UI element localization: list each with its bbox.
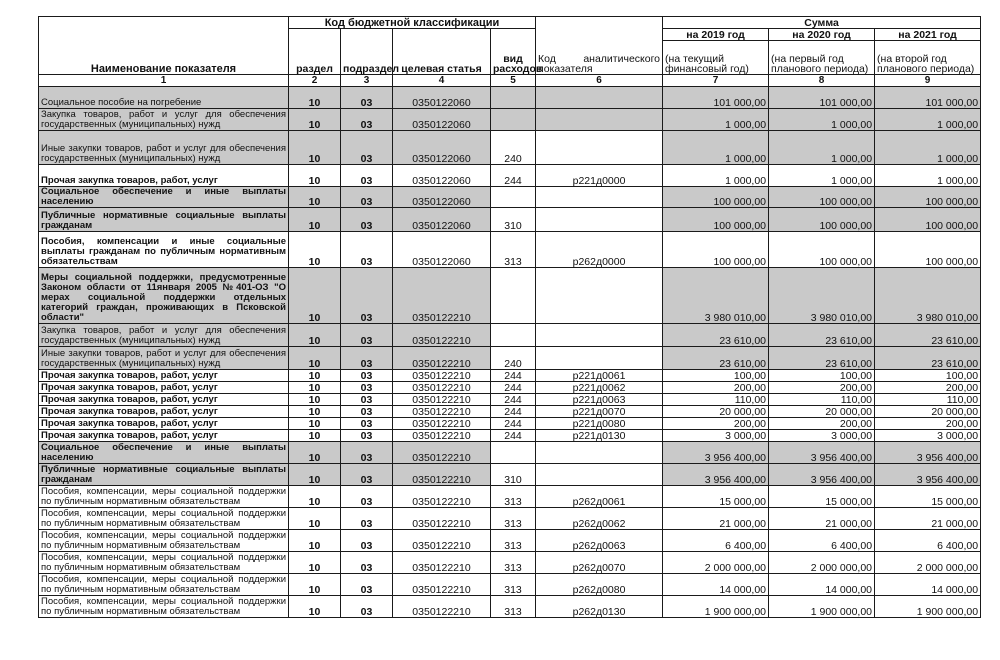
- row-analytic-code: [536, 109, 663, 131]
- row-sum-2020: 100 000,00: [769, 232, 875, 268]
- row-name: Пособия, компенсации, меры социальной поддержки по публичным нормативным обязательствам: [39, 508, 289, 530]
- row-target: 0350122210: [393, 268, 491, 324]
- row-sum-2019: 3 956 400,00: [663, 442, 769, 464]
- row-analytic-code: р221д0061: [536, 370, 663, 382]
- row-name: Социальное обеспечение и иные выплаты населению: [39, 187, 289, 208]
- table-body: [39, 87, 981, 618]
- header-subsection: подраздел: [341, 29, 393, 75]
- row-sum-2019: 100 000,00: [663, 187, 769, 208]
- row-section: 10: [289, 574, 341, 596]
- row-sum-2021: 15 000,00: [875, 486, 981, 508]
- row-sum-2020: 1 000,00: [769, 131, 875, 165]
- row-name: Иные закупки товаров, работ и услуг для обеспечения государственных (муниципальных) нужд: [39, 131, 289, 165]
- row-name: Прочая закупка товаров, работ, услуг: [39, 430, 289, 442]
- row-sum-2019: 110,00: [663, 394, 769, 406]
- row-section: 10: [289, 268, 341, 324]
- row-sum-2020: 100,00: [769, 370, 875, 382]
- row-expense-type: [491, 268, 536, 324]
- row-sum-2019: 1 000,00: [663, 109, 769, 131]
- row-sum-2019: 23 610,00: [663, 324, 769, 347]
- row-sum-2021: 1 000,00: [875, 109, 981, 131]
- row-section: 10: [289, 552, 341, 574]
- row-analytic-code: р262д0062: [536, 508, 663, 530]
- row-section: 10: [289, 187, 341, 208]
- table-row: [39, 208, 981, 232]
- row-subsection: 03: [341, 324, 393, 347]
- row-sum-2020: 15 000,00: [769, 486, 875, 508]
- row-subsection: 03: [341, 574, 393, 596]
- row-sum-2020: 2 000 000,00: [769, 552, 875, 574]
- row-sum-2020: 6 400,00: [769, 530, 875, 552]
- row-subsection: 03: [341, 208, 393, 232]
- row-sum-2021: 1 000,00: [875, 131, 981, 165]
- header-sum: Сумма: [663, 17, 981, 29]
- row-name: Публичные нормативные социальные выплаты гражданам: [39, 208, 289, 232]
- row-subsection: 03: [341, 394, 393, 406]
- table-row: [39, 486, 981, 508]
- row-section: 10: [289, 131, 341, 165]
- header-expense: вид расходов: [491, 29, 536, 75]
- row-sum-2020: 3 000,00: [769, 430, 875, 442]
- table-row: [39, 232, 981, 268]
- row-name: Прочая закупка товаров, работ, услуг: [39, 406, 289, 418]
- row-sum-2021: 200,00: [875, 418, 981, 430]
- row-subsection: 03: [341, 464, 393, 486]
- row-sum-2019: 100,00: [663, 370, 769, 382]
- row-sum-2021: 110,00: [875, 394, 981, 406]
- table-row: [39, 394, 981, 406]
- row-target: 0350122210: [393, 394, 491, 406]
- table-row: [39, 109, 981, 131]
- table-row: [39, 131, 981, 165]
- row-name: Иные закупки товаров, работ и услуг для обеспечения государственных (муниципальных) нужд: [39, 347, 289, 370]
- row-sum-2021: 20 000,00: [875, 406, 981, 418]
- row-section: 10: [289, 109, 341, 131]
- row-sum-2021: 3 956 400,00: [875, 442, 981, 464]
- row-subsection: 03: [341, 131, 393, 165]
- row-target: 0350122210: [393, 552, 491, 574]
- row-analytic-code: [536, 442, 663, 464]
- row-sum-2020: 23 610,00: [769, 324, 875, 347]
- table-row: [39, 430, 981, 442]
- row-analytic-code: р221д0070: [536, 406, 663, 418]
- row-sum-2021: 23 610,00: [875, 347, 981, 370]
- row-subsection: 03: [341, 370, 393, 382]
- table-row: [39, 187, 981, 208]
- row-sum-2021: 200,00: [875, 382, 981, 394]
- row-expense-type: 244: [491, 430, 536, 442]
- row-sum-2020: 1 900 000,00: [769, 596, 875, 618]
- row-expense-type: [491, 87, 536, 109]
- row-sum-2019: 6 400,00: [663, 530, 769, 552]
- row-sum-2019: 3 980 010,00: [663, 268, 769, 324]
- row-sum-2020: 3 956 400,00: [769, 464, 875, 486]
- row-sum-2020: 20 000,00: [769, 406, 875, 418]
- row-subsection: 03: [341, 87, 393, 109]
- row-section: 10: [289, 394, 341, 406]
- row-sum-2021: 101 000,00: [875, 87, 981, 109]
- row-sum-2019: 101 000,00: [663, 87, 769, 109]
- header-year-3-desc: (на второй год планового периода): [875, 41, 981, 75]
- row-section: 10: [289, 165, 341, 187]
- row-sum-2020: 23 610,00: [769, 347, 875, 370]
- row-target: 0350122060: [393, 131, 491, 165]
- row-name: Закупка товаров, работ и услуг для обеспечения государственных (муниципальных) нужд: [39, 324, 289, 347]
- row-expense-type: 244: [491, 418, 536, 430]
- table-row: [39, 87, 981, 109]
- row-section: 10: [289, 382, 341, 394]
- row-name: Прочая закупка товаров, работ, услуг: [39, 165, 289, 187]
- header-year-1: на 2019 год: [663, 29, 769, 41]
- row-expense-type: [491, 324, 536, 347]
- row-sum-2020: 200,00: [769, 382, 875, 394]
- row-subsection: 03: [341, 109, 393, 131]
- row-subsection: 03: [341, 530, 393, 552]
- row-sum-2019: 100 000,00: [663, 232, 769, 268]
- row-sum-2021: 3 956 400,00: [875, 464, 981, 486]
- row-subsection: 03: [341, 486, 393, 508]
- row-analytic-code: [536, 268, 663, 324]
- row-target: 0350122210: [393, 430, 491, 442]
- row-expense-type: 310: [491, 464, 536, 486]
- row-section: 10: [289, 530, 341, 552]
- row-subsection: 03: [341, 418, 393, 430]
- row-expense-type: 313: [491, 486, 536, 508]
- row-subsection: 03: [341, 430, 393, 442]
- row-sum-2019: 20 000,00: [663, 406, 769, 418]
- row-name: Пособия, компенсации, меры социальной поддержки по публичным нормативным обязательствам: [39, 486, 289, 508]
- row-target: 0350122210: [393, 347, 491, 370]
- row-subsection: 03: [341, 187, 393, 208]
- row-subsection: 03: [341, 508, 393, 530]
- row-target: 0350122210: [393, 486, 491, 508]
- table-row: [39, 382, 981, 394]
- row-section: 10: [289, 232, 341, 268]
- row-analytic-code: [536, 324, 663, 347]
- row-sum-2021: 1 000,00: [875, 165, 981, 187]
- row-analytic-code: [536, 347, 663, 370]
- table-row: [39, 406, 981, 418]
- row-sum-2021: 100 000,00: [875, 232, 981, 268]
- row-subsection: 03: [341, 442, 393, 464]
- row-name: Прочая закупка товаров, работ, услуг: [39, 418, 289, 430]
- row-name: Прочая закупка товаров, работ, услуг: [39, 394, 289, 406]
- header-kbk: Код бюджетной классификации: [289, 17, 536, 29]
- row-sum-2020: 3 980 010,00: [769, 268, 875, 324]
- row-sum-2019: 200,00: [663, 382, 769, 394]
- row-section: 10: [289, 508, 341, 530]
- header-analytic: Код аналитического показателя: [536, 17, 663, 75]
- row-subsection: 03: [341, 552, 393, 574]
- row-sum-2020: 110,00: [769, 394, 875, 406]
- table-row: [39, 370, 981, 382]
- row-analytic-code: [536, 131, 663, 165]
- row-sum-2019: 15 000,00: [663, 486, 769, 508]
- row-analytic-code: [536, 208, 663, 232]
- row-sum-2021: 1 900 000,00: [875, 596, 981, 618]
- row-expense-type: 313: [491, 232, 536, 268]
- row-subsection: 03: [341, 382, 393, 394]
- row-sum-2021: 6 400,00: [875, 530, 981, 552]
- header-section: раздел: [289, 29, 341, 75]
- row-target: 0350122210: [393, 530, 491, 552]
- row-analytic-code: р262д0000: [536, 232, 663, 268]
- row-sum-2020: 1 000,00: [769, 109, 875, 131]
- row-analytic-code: р221д0130: [536, 430, 663, 442]
- table-row: [39, 347, 981, 370]
- row-name: Пособия, компенсации и иные социальные выплаты гражданам по публичным нормативным обязательствам: [39, 232, 289, 268]
- row-sum-2021: 21 000,00: [875, 508, 981, 530]
- row-expense-type: 244: [491, 165, 536, 187]
- row-section: 10: [289, 418, 341, 430]
- row-expense-type: 313: [491, 508, 536, 530]
- row-target: 0350122210: [393, 508, 491, 530]
- row-name: Публичные нормативные социальные выплаты гражданам: [39, 464, 289, 486]
- row-sum-2020: 200,00: [769, 418, 875, 430]
- row-subsection: 03: [341, 268, 393, 324]
- row-section: 10: [289, 464, 341, 486]
- table-row: [39, 418, 981, 430]
- row-section: 10: [289, 486, 341, 508]
- row-analytic-code: [536, 187, 663, 208]
- row-sum-2020: 1 000,00: [769, 165, 875, 187]
- row-expense-type: 313: [491, 530, 536, 552]
- row-target: 0350122060: [393, 87, 491, 109]
- row-analytic-code: р221д0063: [536, 394, 663, 406]
- row-subsection: 03: [341, 406, 393, 418]
- row-sum-2019: 3 956 400,00: [663, 464, 769, 486]
- row-sum-2020: 14 000,00: [769, 574, 875, 596]
- row-sum-2021: 14 000,00: [875, 574, 981, 596]
- table-row: [39, 574, 981, 596]
- row-expense-type: 310: [491, 208, 536, 232]
- row-target: 0350122210: [393, 370, 491, 382]
- column-number-row: [39, 75, 981, 87]
- row-target: 0350122060: [393, 187, 491, 208]
- row-analytic-code: [536, 87, 663, 109]
- row-name: Социальное обеспечение и иные выплаты населению: [39, 442, 289, 464]
- row-subsection: 03: [341, 347, 393, 370]
- row-analytic-code: р262д0080: [536, 574, 663, 596]
- header-target: целевая статья: [393, 29, 491, 75]
- column-number: 3: [341, 75, 393, 87]
- row-subsection: 03: [341, 165, 393, 187]
- row-expense-type: 313: [491, 574, 536, 596]
- row-analytic-code: р221д0080: [536, 418, 663, 430]
- column-number: 4: [393, 75, 491, 87]
- row-analytic-code: р221д0000: [536, 165, 663, 187]
- row-target: 0350122210: [393, 382, 491, 394]
- row-target: 0350122210: [393, 442, 491, 464]
- table-row: [39, 324, 981, 347]
- row-sum-2019: 3 000,00: [663, 430, 769, 442]
- column-number: 5: [491, 75, 536, 87]
- row-sum-2020: 101 000,00: [769, 87, 875, 109]
- row-name: Прочая закупка товаров, работ, услуг: [39, 382, 289, 394]
- row-section: 10: [289, 370, 341, 382]
- row-section: 10: [289, 324, 341, 347]
- row-analytic-code: р262д0061: [536, 486, 663, 508]
- column-number: 1: [39, 75, 289, 87]
- row-expense-type: 244: [491, 370, 536, 382]
- column-number: 7: [663, 75, 769, 87]
- row-target: 0350122210: [393, 418, 491, 430]
- row-target: 0350122060: [393, 165, 491, 187]
- row-sum-2020: 21 000,00: [769, 508, 875, 530]
- row-name: Закупка товаров, работ и услуг для обеспечения государственных (муниципальных) нужд: [39, 109, 289, 131]
- row-target: 0350122060: [393, 232, 491, 268]
- row-expense-type: 313: [491, 596, 536, 618]
- row-target: 0350122210: [393, 574, 491, 596]
- row-section: 10: [289, 208, 341, 232]
- row-sum-2021: 3 000,00: [875, 430, 981, 442]
- row-subsection: 03: [341, 232, 393, 268]
- row-sum-2021: 100 000,00: [875, 208, 981, 232]
- row-expense-type: 313: [491, 552, 536, 574]
- row-target: 0350122210: [393, 406, 491, 418]
- table-row: [39, 464, 981, 486]
- row-name: Меры социальной поддержки, предусмотренные Законом области от 11января 2005 №401-ОЗ "О мерах социальной поддержки отдельных категорий граждан, проживающих в Псковской области": [39, 268, 289, 324]
- table-row: [39, 552, 981, 574]
- row-target: 0350122210: [393, 324, 491, 347]
- row-name: Пособия, компенсации, меры социальной поддержки по публичным нормативным обязательствам: [39, 530, 289, 552]
- column-number: 9: [875, 75, 981, 87]
- row-sum-2020: 3 956 400,00: [769, 442, 875, 464]
- row-section: 10: [289, 442, 341, 464]
- row-expense-type: 240: [491, 347, 536, 370]
- table-row: [39, 165, 981, 187]
- row-target: 0350122210: [393, 464, 491, 486]
- row-sum-2020: 100 000,00: [769, 187, 875, 208]
- row-sum-2019: 2 000 000,00: [663, 552, 769, 574]
- column-number: 2: [289, 75, 341, 87]
- row-subsection: 03: [341, 596, 393, 618]
- row-section: 10: [289, 596, 341, 618]
- column-number: 6: [536, 75, 663, 87]
- row-sum-2019: 200,00: [663, 418, 769, 430]
- row-sum-2019: 100 000,00: [663, 208, 769, 232]
- row-analytic-code: р262д0070: [536, 552, 663, 574]
- row-name: Прочая закупка товаров, работ, услуг: [39, 370, 289, 382]
- row-section: 10: [289, 347, 341, 370]
- row-sum-2021: 100 000,00: [875, 187, 981, 208]
- row-expense-type: [491, 442, 536, 464]
- row-expense-type: 244: [491, 406, 536, 418]
- header-year-3: на 2021 год: [875, 29, 981, 41]
- row-sum-2019: 1 000,00: [663, 131, 769, 165]
- row-expense-type: [491, 187, 536, 208]
- table-row: [39, 268, 981, 324]
- row-sum-2019: 23 610,00: [663, 347, 769, 370]
- row-section: 10: [289, 406, 341, 418]
- header-name: Наименование показателя: [39, 17, 289, 75]
- header-year-2: на 2020 год: [769, 29, 875, 41]
- column-number: 8: [769, 75, 875, 87]
- row-name: Пособия, компенсации, меры социальной поддержки по публичным нормативным обязательствам: [39, 596, 289, 618]
- header-year-1-desc: (на текущий финансовый год): [663, 41, 769, 75]
- table-row: [39, 596, 981, 618]
- row-sum-2021: 100,00: [875, 370, 981, 382]
- row-sum-2019: 1 900 000,00: [663, 596, 769, 618]
- row-section: 10: [289, 430, 341, 442]
- row-sum-2021: 3 980 010,00: [875, 268, 981, 324]
- row-analytic-code: р262д0063: [536, 530, 663, 552]
- row-sum-2021: 2 000 000,00: [875, 552, 981, 574]
- row-sum-2021: 23 610,00: [875, 324, 981, 347]
- budget-table: [38, 16, 981, 618]
- row-sum-2020: 100 000,00: [769, 208, 875, 232]
- row-sum-2019: 21 000,00: [663, 508, 769, 530]
- table-row: [39, 442, 981, 464]
- row-analytic-code: [536, 464, 663, 486]
- row-name: Пособия, компенсации, меры социальной поддержки по публичным нормативным обязательствам: [39, 574, 289, 596]
- row-expense-type: 244: [491, 382, 536, 394]
- row-expense-type: [491, 109, 536, 131]
- row-target: 0350122060: [393, 208, 491, 232]
- row-analytic-code: р262д0130: [536, 596, 663, 618]
- row-sum-2019: 14 000,00: [663, 574, 769, 596]
- row-target: 0350122210: [393, 596, 491, 618]
- row-expense-type: 244: [491, 394, 536, 406]
- row-sum-2019: 1 000,00: [663, 165, 769, 187]
- row-analytic-code: р221д0062: [536, 382, 663, 394]
- table-row: [39, 508, 981, 530]
- row-target: 0350122060: [393, 109, 491, 131]
- header-year-2-desc: (на первый год планового периода): [769, 41, 875, 75]
- row-name: Социальное пособие на погребение: [39, 87, 289, 109]
- row-name: Пособия, компенсации, меры социальной поддержки по публичным нормативным обязательствам: [39, 552, 289, 574]
- row-section: 10: [289, 87, 341, 109]
- row-expense-type: 240: [491, 131, 536, 165]
- table-row: [39, 530, 981, 552]
